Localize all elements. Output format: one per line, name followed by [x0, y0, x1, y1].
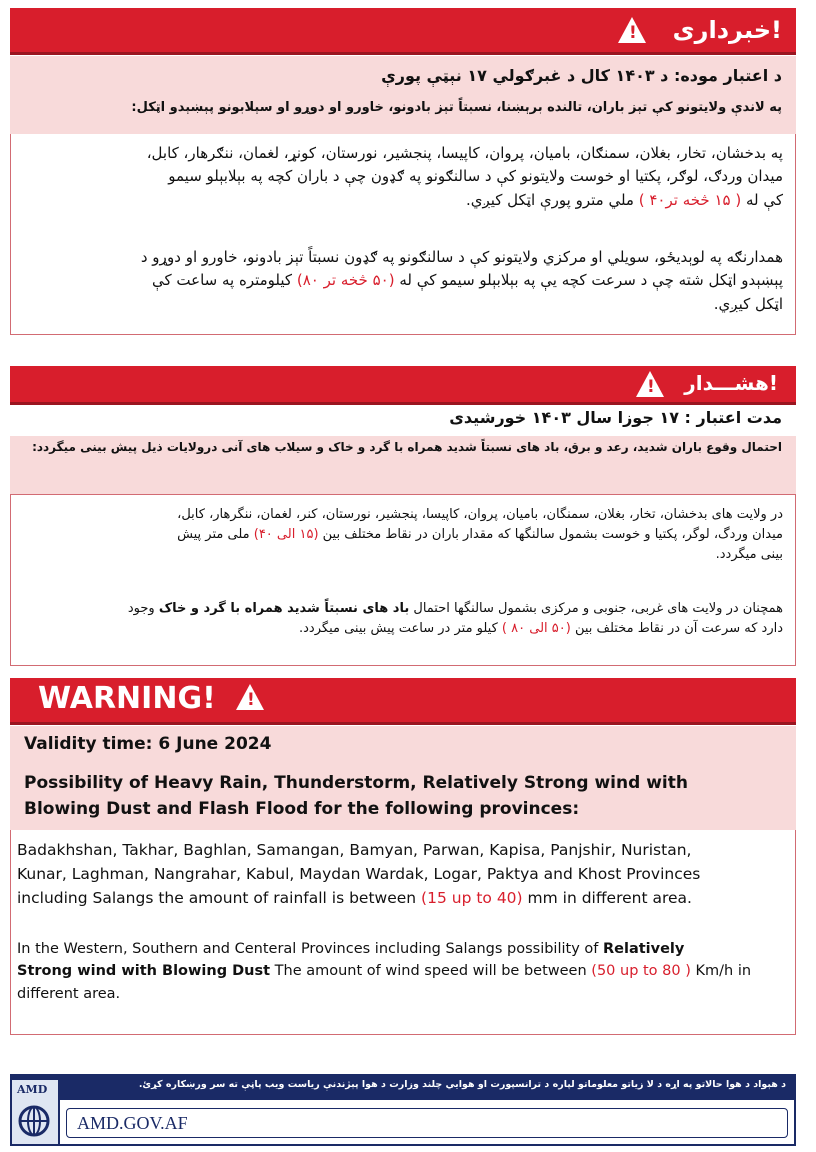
dari-paragraph-1: در ولایت های بدخشان، تخار، بغلان، سمنگان، بامیان، پروان، کاپیسا، پنجشیر، نورستان، کنر، لغمان، ننگرهار، کابل، میدان وردگ، لوگر، پکتیا و خوست بشمول سالنگها که مقدار باران در نقاط مختلف بین (۱۵ الی ۴۰) ملی متر پیش بینی میگردد. [177, 507, 783, 563]
warning-triangle-icon [636, 371, 664, 397]
english-paragraph-1: Badakhshan, Takhar, Baghlan, Samangan, Bamyan, Parwan, Kapisa, Panjshir, Nuristan, Kunar, Laghman, Nangrahar, Kabul, Maydan Wardak, Logar, Paktya and Khost Provinces including Salangs the amount of rainfall is between (15 up to 40) mm in different area. [17, 841, 701, 908]
english-validity: Validity time: 6 June 2024 [24, 734, 272, 754]
amd-logo-badge [12, 1080, 60, 1144]
website-url-link[interactable]: AMD.GOV.AF [77, 1113, 188, 1133]
pashto-paragraph-1: په بدخشان، تخار، بغلان، سمنګان، بامیان، پروان، کاپیسا، پنجشیر، نورستان، کونړ، لغمان، ننګرهار، کابل، میدان وردګ، لوګر، پکتیا او خوست ولایتونو کې د سالنګونو په ګډون چې د باران کچه په بېلابېلو سیمو کې له ( ۱۵ څخه تر۴۰ ) ملي مترو پورې اټکل کیږي. [146, 144, 783, 209]
pashto-paragraph-2: همدارنګه په لوېدیځو، سویلي او مرکزي ولایتونو کې د سالنګونو په ګډون نسبتاً تېز بادونو، خاورو او دوړو د پېښېدو اټکل شته چې د سرعت کچه یې په بېلابېلو سیمو کې له (۵۰ څخه تر ۸۰) کیلومتره په ساعت کې اټکل کیږي. [140, 248, 783, 313]
pashto-info-box [10, 56, 796, 134]
dari-validity: مدت اعتبار : ۱۷ جوزا سال ۱۴۰۳ خورشیدی [449, 408, 782, 427]
english-paragraph-2: In the Western, Southern and Centeral Provinces including Salangs possibility of Relatively Strong wind with Blowing Dust The amount of wind speed will be between (50 up to 80 ) Km/h in different area. [17, 941, 752, 1002]
footer-notice: د هېواد د هوا حالاتو په اړه د لا زیاتو معلوماتو لپاره د ترانسپورت او هوایي چلند وزارت د هوا پېژندنې ریاست ویب پاڼې ته سر ورښکاره کړئ. [138, 1079, 786, 1090]
pashto-warning-panel [10, 8, 796, 336]
url-field[interactable] [66, 1108, 788, 1138]
dari-warning-panel [10, 366, 796, 666]
english-warning-panel [10, 678, 796, 1036]
footer-banner [10, 1074, 796, 1146]
warning-triangle-icon [236, 684, 264, 710]
dari-body [10, 494, 796, 666]
globe-icon [17, 1104, 51, 1138]
english-info-box [10, 726, 796, 830]
dari-intro: احتمال وقوع باران شدید، رعد و برق، باد های نسبتاً شدید همراه با گرد و خاک و سیلاب های آنی درولایات ذیل پیش بینی میگردد: [32, 440, 782, 454]
pashto-body [10, 134, 796, 335]
amd-logo-text: AMD [17, 1083, 48, 1096]
english-intro: Possibility of Heavy Rain, Thunderstorm, Relatively Strong wind with Blowing Dust and Flash Flood for the following provinces: [24, 773, 688, 820]
pashto-validity: د اعتبار موده: د ۱۴۰۳ کال د غبرګولي ۱۷ نېټې پورې [381, 66, 782, 85]
english-body [10, 830, 796, 1035]
dari-header-title: هشـــدار! [684, 371, 778, 395]
warning-triangle-icon [618, 17, 646, 43]
pashto-header-title: خبرداری! [672, 16, 782, 44]
pashto-header-bar [10, 8, 796, 52]
pashto-intro: په لاندې ولایتونو کې تېز باران، تالنده برېښنا، نسبتاً تېز بادونو، خاورو او دوړو او سېلابونو پېښېدو اټکل: [131, 100, 782, 115]
dari-paragraph-2: همچنان در ولایت های غربی، جنوبی و مرکزی بشمول سالنگها احتمال باد های نسبتاً شدید همراه با گرد و خاک وجود دارد که سرعت آن در نقاط مختلف بین (۵۰ الی ۸۰ ) کیلو متر در ساعت پیش بینی میگردد. [127, 601, 783, 637]
dari-header-bar [10, 366, 796, 402]
english-header-title: WARNING! [38, 681, 216, 716]
english-header-bar [10, 678, 796, 722]
